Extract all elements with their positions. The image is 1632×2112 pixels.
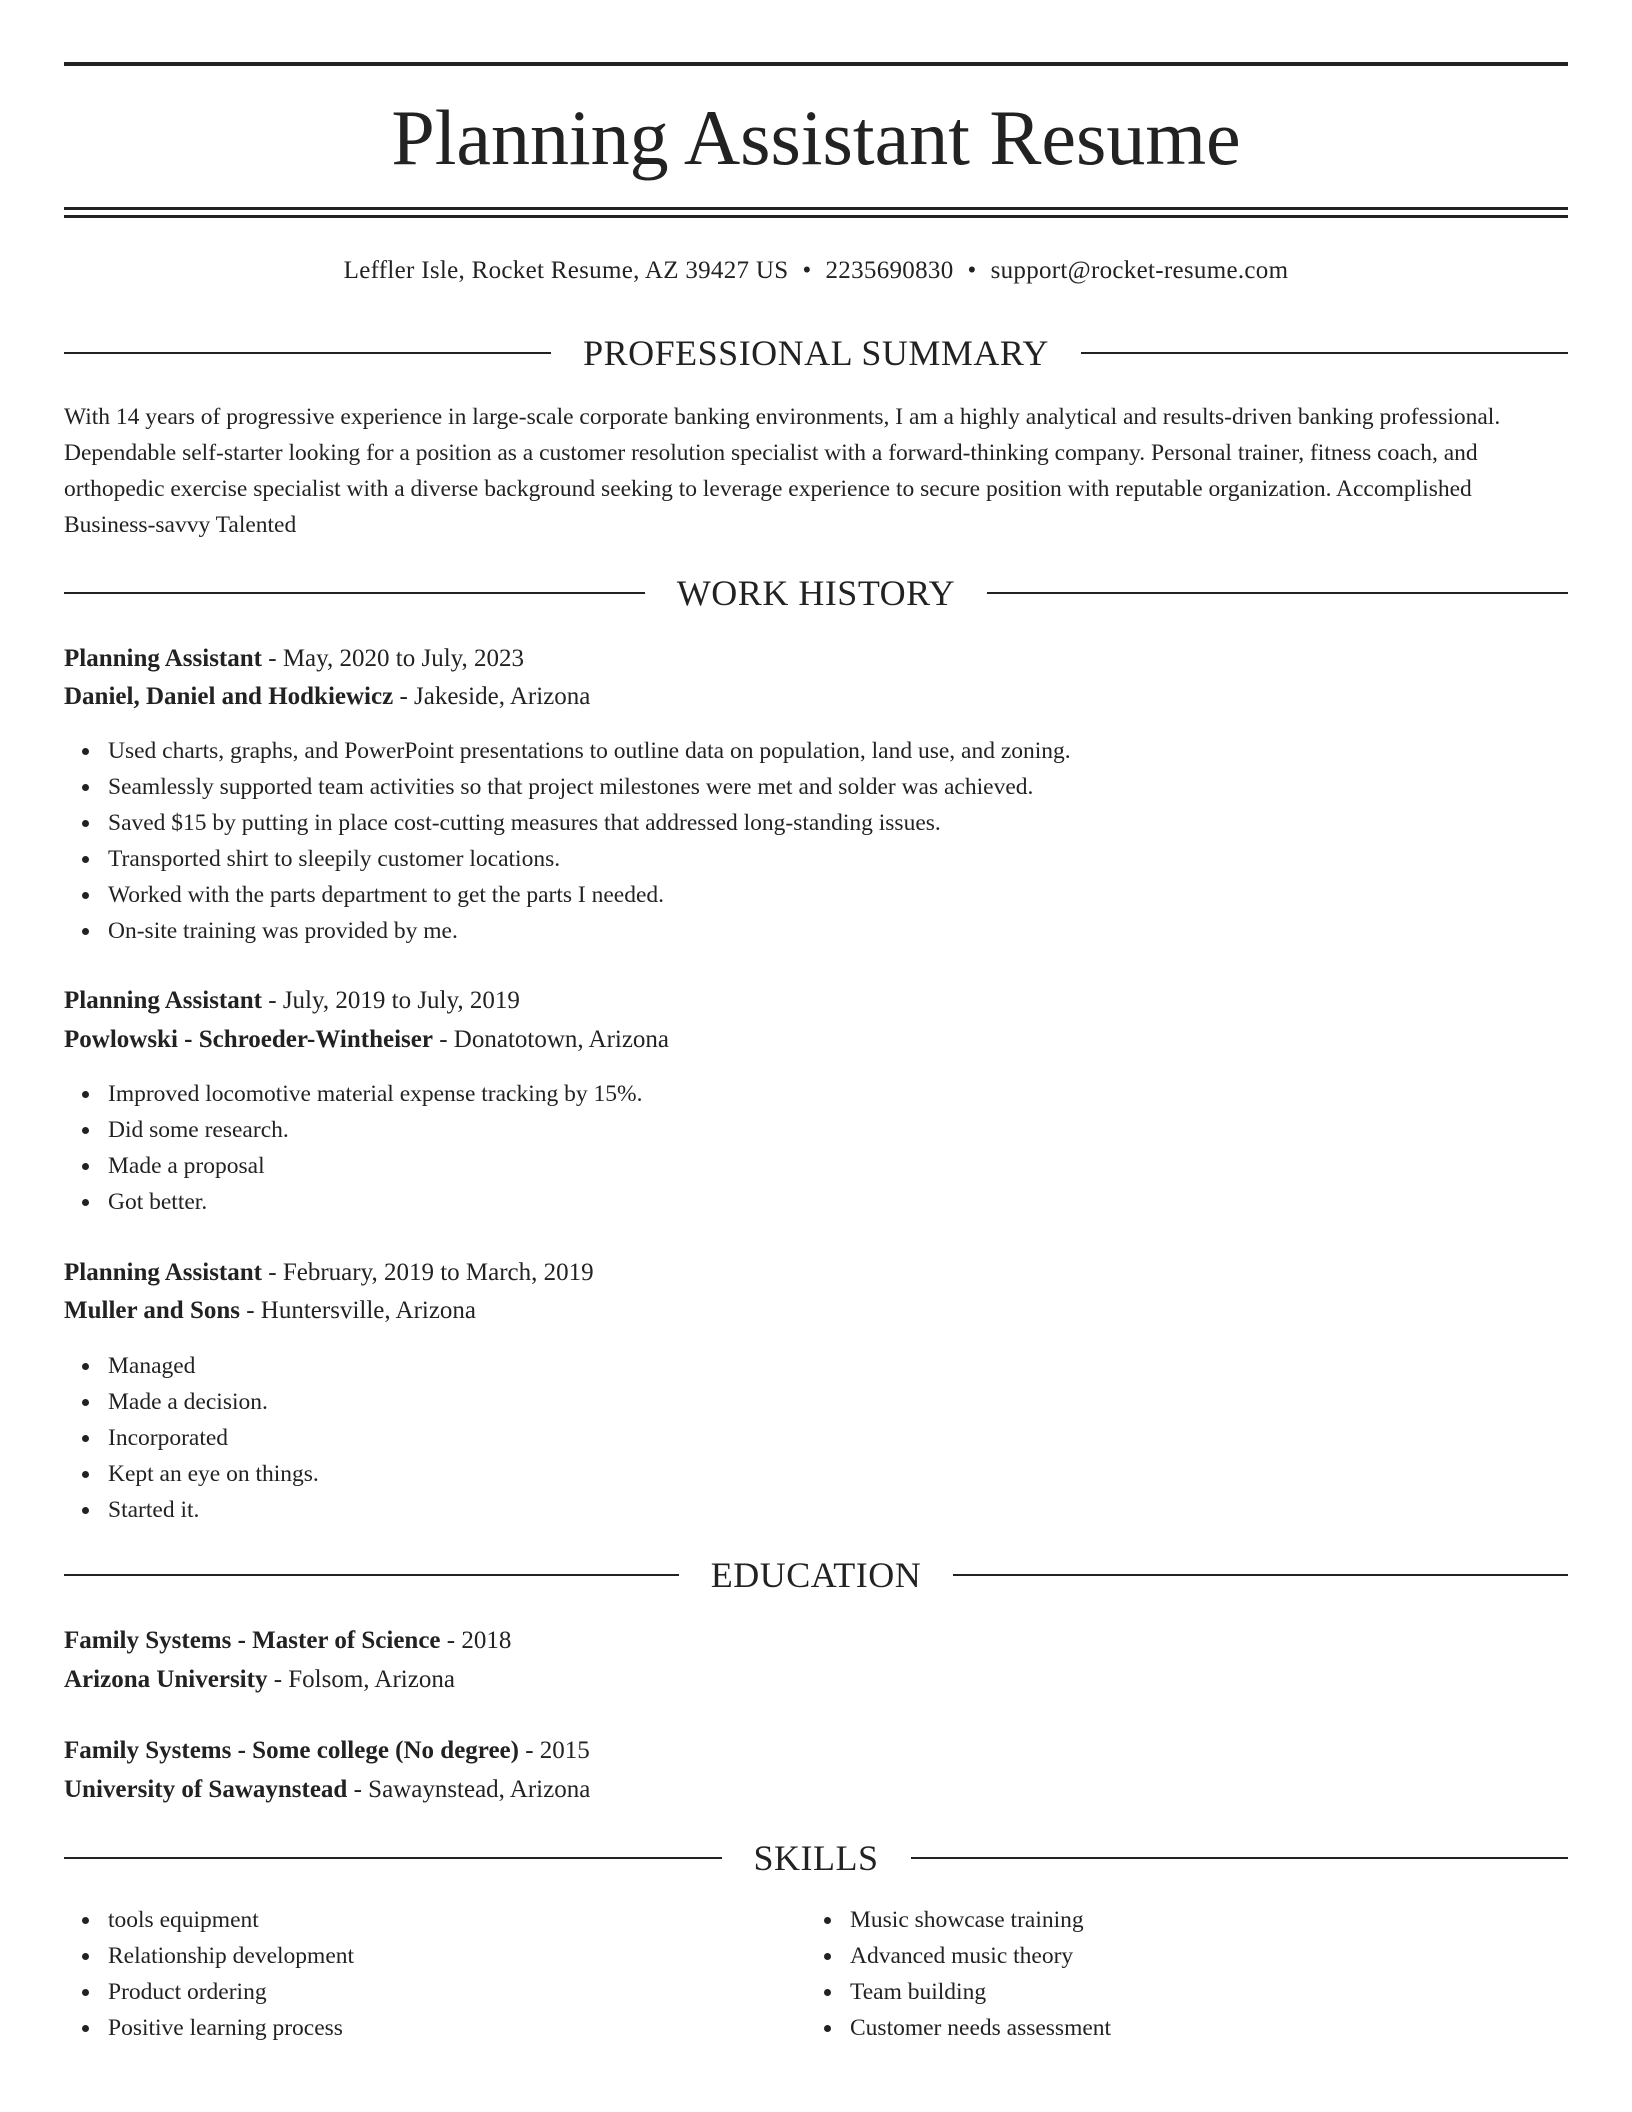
education-school: University of Sawaynstead [64,1776,348,1803]
list-item: Used charts, graphs, and PowerPoint presentations to outline data on population, land use, and zoning. [108,733,1071,769]
skill-item: Relationship development [108,1938,354,1974]
job-company: Daniel, Daniel and Hodkiewicz [64,683,394,710]
job-company-line [64,1021,1568,1059]
section-heading-education [64,1553,1568,1597]
job-company-line [64,678,1568,716]
header-top-rule [64,62,1568,66]
skills-list-right [806,1902,1111,2046]
job-bullets [64,1076,642,1220]
list-item: Improved locomotive material expense tracking by 15%. [108,1076,642,1112]
list-item: Made a proposal [108,1148,642,1184]
skill-item: Positive learning process [108,2010,354,2046]
job-location: - Huntersville, Arizona [239,1297,477,1324]
skill-item: Advanced music theory [850,1938,1111,1974]
list-item: Seamlessly supported team activities so that project milestones were met and solder was achieved. [108,769,1071,805]
section-heading-summary [64,331,1568,375]
list-item: Worked with the parts department to get the parts I needed. [108,877,1071,913]
list-item: Transported shirt to sleepily customer locations. [108,841,1071,877]
skill-item: Music showcase training [850,1902,1111,1938]
contact-line [64,254,1568,288]
resume-title: Planning Assistant Resume [391,94,1241,181]
list-item: Managed [108,1348,319,1384]
job-location: - Jakeside, Arizona [393,683,591,710]
job-title-line [64,982,1568,1020]
contact-phone: 2235690830 [825,257,954,284]
skills-list-left [64,1902,354,2046]
job-title: Planning Assistant [64,987,262,1014]
job-title-line [64,640,1568,678]
heading-rule-right [1081,352,1568,354]
section-heading-label: PROFESSIONAL SUMMARY [583,333,1049,373]
job-bullets [64,1348,319,1528]
education-degree: Family Systems - Some college (No degree) [64,1737,519,1764]
education-degree-line [64,1732,1568,1770]
education-degree-line [64,1622,1568,1660]
header-bottom-rule-1 [64,207,1568,210]
section-heading-label: EDUCATION [710,1555,922,1595]
section-heading-label: WORK HISTORY [676,573,956,613]
skill-item: Product ordering [108,1974,354,2010]
job-dates: - February, 2019 to March, 2019 [262,1259,594,1286]
list-item: Did some research. [108,1112,642,1148]
job-company: Powlowski - Schroeder-Wintheiser [64,1026,433,1053]
education-year: - 2018 [440,1627,512,1654]
contact-address: Leffler Isle, Rocket Resume, AZ 39427 US [343,257,789,284]
job-dates: - July, 2019 to July, 2019 [262,987,520,1014]
job-company: Muller and Sons [64,1297,240,1324]
heading-rule-left [64,352,551,354]
education-year: - 2015 [518,1737,590,1764]
list-item: Got better. [108,1184,642,1220]
job-title-line [64,1254,1568,1292]
education-location: - Folsom, Arizona [267,1666,455,1693]
list-item: Incorporated [108,1420,319,1456]
job-bullets [64,733,1071,949]
list-item: Started it. [108,1492,319,1528]
heading-rule-left [64,592,645,594]
job-company-line [64,1292,1568,1330]
list-item: Made a decision. [108,1384,319,1420]
job-dates: - May, 2020 to July, 2023 [262,645,525,672]
education-school: Arizona University [64,1666,268,1693]
section-heading-work-history [64,571,1568,615]
education-school-line [64,1661,1568,1699]
heading-rule-right [911,1857,1569,1859]
education-school-line [64,1771,1568,1809]
education-degree: Family Systems - Master of Science [64,1627,441,1654]
job-location: - Donatotown, Arizona [432,1026,670,1053]
list-item: Saved $15 by putting in place cost-cutting measures that addressed long-standing issues. [108,805,1071,841]
section-heading-label: SKILLS [753,1838,879,1878]
skill-item: Customer needs assessment [850,2010,1111,2046]
summary-text: With 14 years of progressive experience in large-scale corporate banking environments, I am a highly analytical and results-driven banking professional. Dependable self-starter looking for a position as a customer resolution specialist with a forward-thinking company. Personal trainer, fitness coach, and orthopedic exercise specialist with a diverse background seeking to leverage experience to secure position with reputable organization. Accomplished Business-savvy Talented [64,404,1501,538]
heading-rule-left [64,1574,679,1576]
education-location: - Sawaynstead, Arizona [347,1776,591,1803]
heading-rule-right [953,1574,1568,1576]
header-bottom-rule-2 [64,215,1568,218]
contact-separator: • [802,257,812,284]
contact-separator: • [967,257,977,284]
heading-rule-right [987,592,1568,594]
job-title: Planning Assistant [64,1259,262,1286]
list-item: Kept an eye on things. [108,1456,319,1492]
skill-item: tools equipment [108,1902,354,1938]
list-item: On-site training was provided by me. [108,913,1071,949]
heading-rule-left [64,1857,722,1859]
skill-item: Team building [850,1974,1111,2010]
contact-email: support@rocket-resume.com [990,257,1289,284]
section-heading-skills [64,1836,1568,1880]
job-title: Planning Assistant [64,645,262,672]
